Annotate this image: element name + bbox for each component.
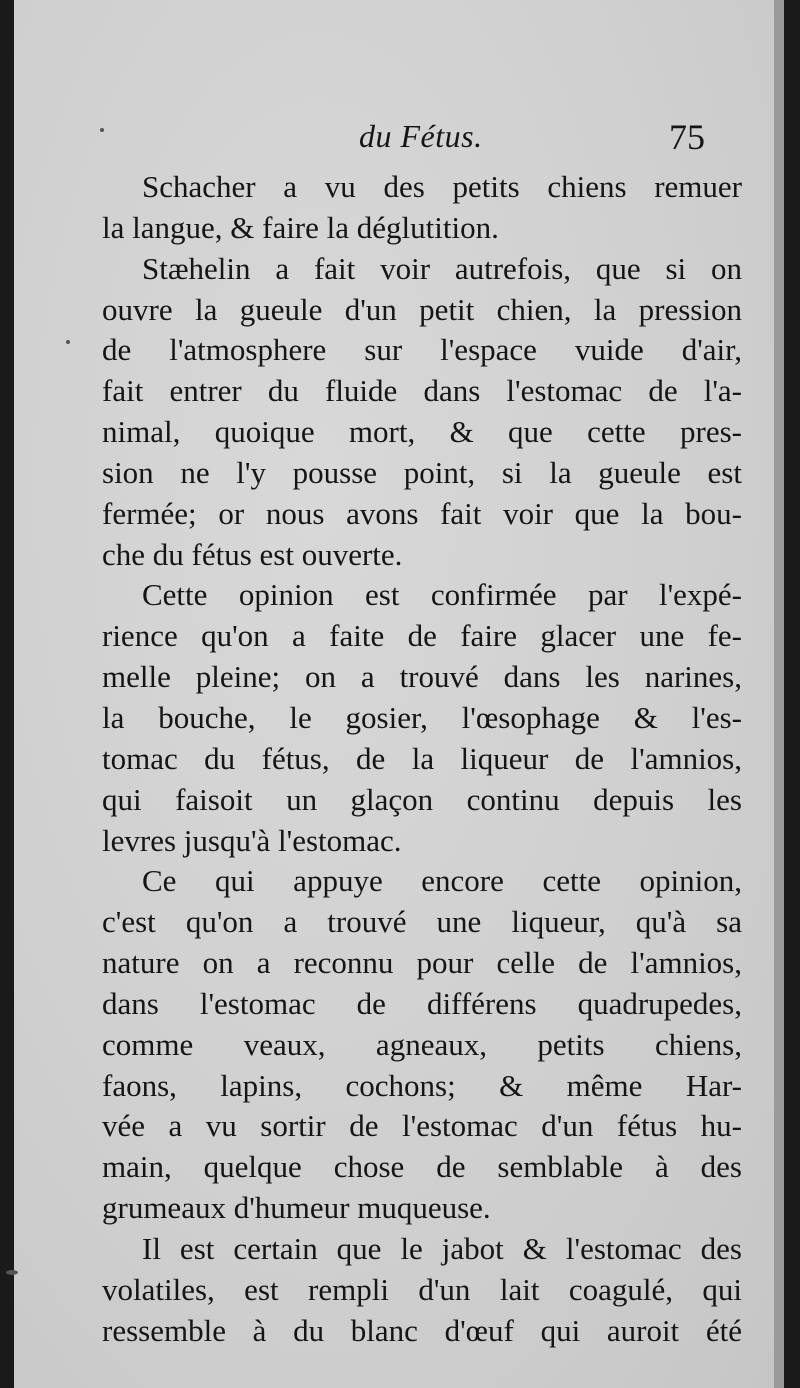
text-line: nature on a reconnu pour celle de l'amnios, <box>102 945 742 981</box>
text-line: fait entrer du fluide dans l'estomac de l'a- <box>102 373 742 409</box>
text-line: volatiles, est rempli d'un lait coagulé, qui <box>102 1271 742 1307</box>
text-line: comme veaux, agneaux, petits chiens, <box>102 1026 742 1062</box>
text-line: sion ne l'y pousse point, si la gueule est <box>102 454 742 490</box>
text-line: main, quelque chose de semblable à des <box>102 1149 742 1185</box>
text-line: de l'atmosphere sur l'espace vuide d'air, <box>102 332 742 368</box>
ink-speck <box>66 340 70 344</box>
book-page <box>14 0 784 1388</box>
body-text <box>102 167 742 1351</box>
text-line: Stæhelin a fait voir autrefois, que si on <box>142 250 742 286</box>
text-line: nimal, quoique mort, & que cette pres- <box>102 414 742 450</box>
text-line: ouvre la gueule d'un petit chien, la pression <box>102 291 742 327</box>
text-line: vée a vu sortir de l'estomac d'un fétus hu- <box>102 1108 742 1144</box>
text-line: fermée; or nous avons fait voir que la bou- <box>102 495 742 531</box>
text-line: levres jusqu'à l'estomac. <box>102 822 402 858</box>
running-title: du Fétus. <box>359 118 483 154</box>
text-line: la bouche, le gosier, l'œsophage & l'es- <box>102 699 742 735</box>
text-line: Il est certain que le jabot & l'estomac des <box>142 1230 742 1266</box>
text-line: Schacher a vu des petits chiens remuer <box>142 169 742 204</box>
text-line: rience qu'on a faite de faire glacer une fe- <box>102 618 742 654</box>
running-head <box>14 118 774 168</box>
text-line: la langue, & faire la déglutition. <box>102 209 499 245</box>
text-line: grumeaux d'humeur muqueuse. <box>102 1190 491 1226</box>
text-line: faons, lapins, cochons; & même Har- <box>102 1067 742 1103</box>
text-line: dans l'estomac de différens quadrupedes, <box>102 985 742 1021</box>
ink-speck <box>6 1270 18 1275</box>
text-line: Ce qui appuye encore cette opinion, <box>142 863 742 899</box>
text-line: Cette opinion est confirmée par l'expé- <box>142 577 742 613</box>
ink-speck <box>100 128 104 132</box>
text-line: melle pleine; on a trouvé dans les narines, <box>102 659 742 695</box>
text-line: c'est qu'on a trouvé une liqueur, qu'à sa <box>102 904 742 940</box>
text-line: ressemble à du blanc d'œuf qui auroit été <box>102 1312 742 1348</box>
page-number: 75 <box>669 117 705 157</box>
text-line: che du fétus est ouverte. <box>102 536 403 572</box>
text-line: qui faisoit un glaçon continu depuis les <box>102 781 742 817</box>
text-line: tomac du fétus, de la liqueur de l'amnios, <box>102 740 742 776</box>
